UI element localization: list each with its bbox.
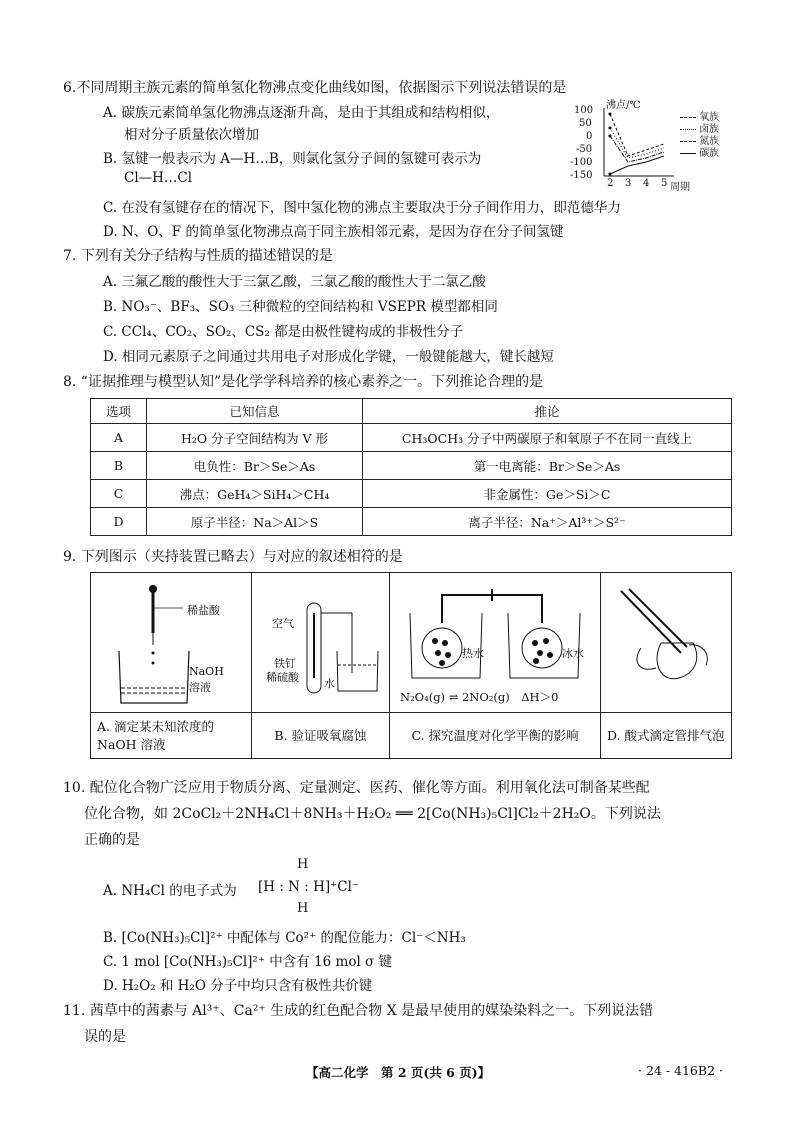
legend-oxygen: 氧族 [699,112,720,123]
q7-option-d: D. 相同元素原子之间通过共用电子对形成化学键，一般键能越大，键长越短 [103,349,554,365]
xtick-2: 2 [607,178,614,189]
q10-stem-line2: 位化合物，如 2CoCl₂＋2NH₄Cl＋8NH₃＋H₂O₂ ══ 2[Co(NH₃)₅Cl]Cl₂＋2H₂O。下列说法 [84,806,661,822]
caption-a: A. 滴定某未知浓度的 NaOH 溶液 [91,713,252,759]
q10-stem-line3: 正确的是 [84,832,140,848]
chart-legend [680,112,719,160]
equilibrium-equation: N₂O₄(g) ⇌ 2NO₂(g) ΔH＞0 [400,690,559,704]
q8-stem: 8. “证据推理与模型认知”是化学学科培养的核心素养之一。下列推论合理的是 [63,374,544,390]
table-cell: C [91,480,147,508]
q7-option-b: B. NO₃⁻、BF₃、SO₃ 三种微粒的空间结构和 VSEPR 模型都相同 [103,299,498,315]
table-cell: CH₃OCH₃ 分子中两碳原子和氧原子不在同一直线上 [363,424,732,452]
legend-carbon: 碳族 [699,148,720,159]
chart-ylabel: 沸点/℃ [606,100,641,111]
page-footer: 【高二化学 第 2 页(共 6 页)】 [306,1065,491,1080]
label-solution: 溶液 [189,681,211,694]
table-row [91,424,732,452]
table-row [91,480,732,508]
q6-option-c: C. 在没有氢键存在的情况下，图中氢化物的沸点主要取决于分子间作用力，即范德华力 [103,200,621,216]
q9-stem: 9. 下列图示（夹持装置已略去）与对应的叙述相符的是 [63,549,403,565]
q7-stem: 7. 下列有关分子结构与性质的描述错误的是 [63,248,333,264]
q6-option-a-line2: 相对分子质量依次增加 [124,127,259,143]
table-cell: 原子半径：Na＞Al＞S [147,508,363,536]
q11-stem-line2: 误的是 [84,1029,126,1045]
caption-d: D. 酸式滴定管排气泡 [601,713,732,759]
ytick-minus150: -150 [570,170,593,181]
label-dilute-h2so4: 稀硫酸 [266,671,299,684]
q6-option-b-line2: Cl—H…Cl [124,170,193,186]
fig-b-cell [252,573,390,713]
page-code: · 24 - 416B2 · [638,1063,723,1078]
q10-option-c: C. 1 mol [Co(NH₃)₅Cl]²⁺ 中含有 16 mol σ 键 [103,954,393,970]
table-row [91,452,732,480]
table-cell: B [91,452,147,480]
electron-formula-bottom: H [297,901,309,916]
q7-option-a: A. 三氟乙酸的酸性大于三氯乙酸，三氯乙酸的酸性大于二氯乙酸 [103,274,486,290]
label-iron-nail: 铁钉 [274,657,296,670]
caption-b: B. 验证吸氧腐蚀 [252,713,390,759]
ytick-50: 50 [579,118,592,129]
q6-option-d: D. N、O、F 的简单氢化物沸点高于同主族相邻元素，是因为存在分子间氢键 [103,224,564,240]
chart-xlabel: 周期 [670,182,690,193]
table-cell: 第一电离能：Br＞Se＞As [363,452,732,480]
q6-option-b-line1: B. 氢键一般表示为 A—H…B，则氯化氢分子间的氢键可表示为 [103,151,482,167]
q6-option-a-line1: A. 碳族元素简单氢化物沸点逐渐升高，是由于其组成和结构相似， [103,105,500,121]
label-hot-water: 热水 [462,647,484,660]
q10-option-a: A. NH₄Cl 的电子式为 [103,883,237,899]
table-header-option: 选项 [91,399,147,424]
table-cell: 沸点：GeH₄＞SiH₄＞CH₄ [147,480,363,508]
table-cell: D [91,508,147,536]
caption-c: C. 探究温度对化学平衡的影响 [390,713,601,759]
fig-d-cell [601,573,732,713]
q10-option-d: D. H₂O₂ 和 H₂O 分子中均只含有极性共价键 [103,978,373,994]
table-row [91,508,732,536]
label-naoh: NaOH [189,665,224,678]
q8-table [90,398,732,536]
label-dilute-hcl: 稀盐酸 [187,604,220,617]
table-header-known: 已知信息 [147,399,363,424]
table-cell: A [91,424,147,452]
fig-a-cell [91,573,252,713]
burette-diagram [601,573,731,713]
xtick-5: 5 [661,178,668,189]
xtick-4: 4 [643,178,650,189]
table-cell: 离子半径：Na⁺＞Al³⁺＞S²⁻ [363,508,732,536]
ytick-minus50: -50 [576,144,593,155]
label-water: 水 [324,677,335,690]
label-ice-water: 冰水 [562,647,584,660]
table-header-inference: 推论 [363,399,732,424]
electron-formula: [H : N : H]⁺Cl⁻ [258,879,360,895]
label-air: 空气 [272,617,294,630]
corrosion-diagram [252,573,389,713]
boiling-point-chart [570,96,740,191]
table-cell: 非金属性：Ge＞Si＞C [363,480,732,508]
q11-stem-line1: 11. 茜草中的茜素与 Al³⁺、Ca²⁺ 生成的红色配合物 X 是最早使用的媒染染料之一。下列说法错 [63,1003,654,1019]
table-cell: 电负性：Br＞Se＞As [147,452,363,480]
xtick-3: 3 [625,178,632,189]
ytick-0: 0 [586,131,593,142]
table-cell: H₂O 分子空间结构为 V 形 [147,424,363,452]
ytick-minus100: -100 [570,157,593,168]
legend-nitrogen: 氮族 [699,136,720,147]
q7-option-c: C. CCl₄、CO₂、SO₂、CS₂ 都是由极性键构成的非极性分子 [103,324,464,340]
q10-option-b: B. [Co(NH₃)₅Cl]²⁺ 中配体与 Co²⁺ 的配位能力：Cl⁻＜NH₃ [103,930,466,946]
fig-c-cell [390,573,601,713]
q10-stem-line1: 10. 配位化合物广泛应用于物质分离、定量测定、医药、催化等方面。利用氧化法可制备某些配 [63,780,650,796]
electron-formula-top: H [297,857,309,872]
ytick-100: 100 [574,105,594,116]
q6-stem: 6.不同周期主族元素的简单氢化物沸点变化曲线如图，依据图示下列说法错误的是 [63,80,567,96]
q9-figure-table [90,572,732,759]
legend-halogen: 卤族 [699,124,720,135]
titration-diagram [91,573,251,713]
chart-plot [596,106,676,184]
